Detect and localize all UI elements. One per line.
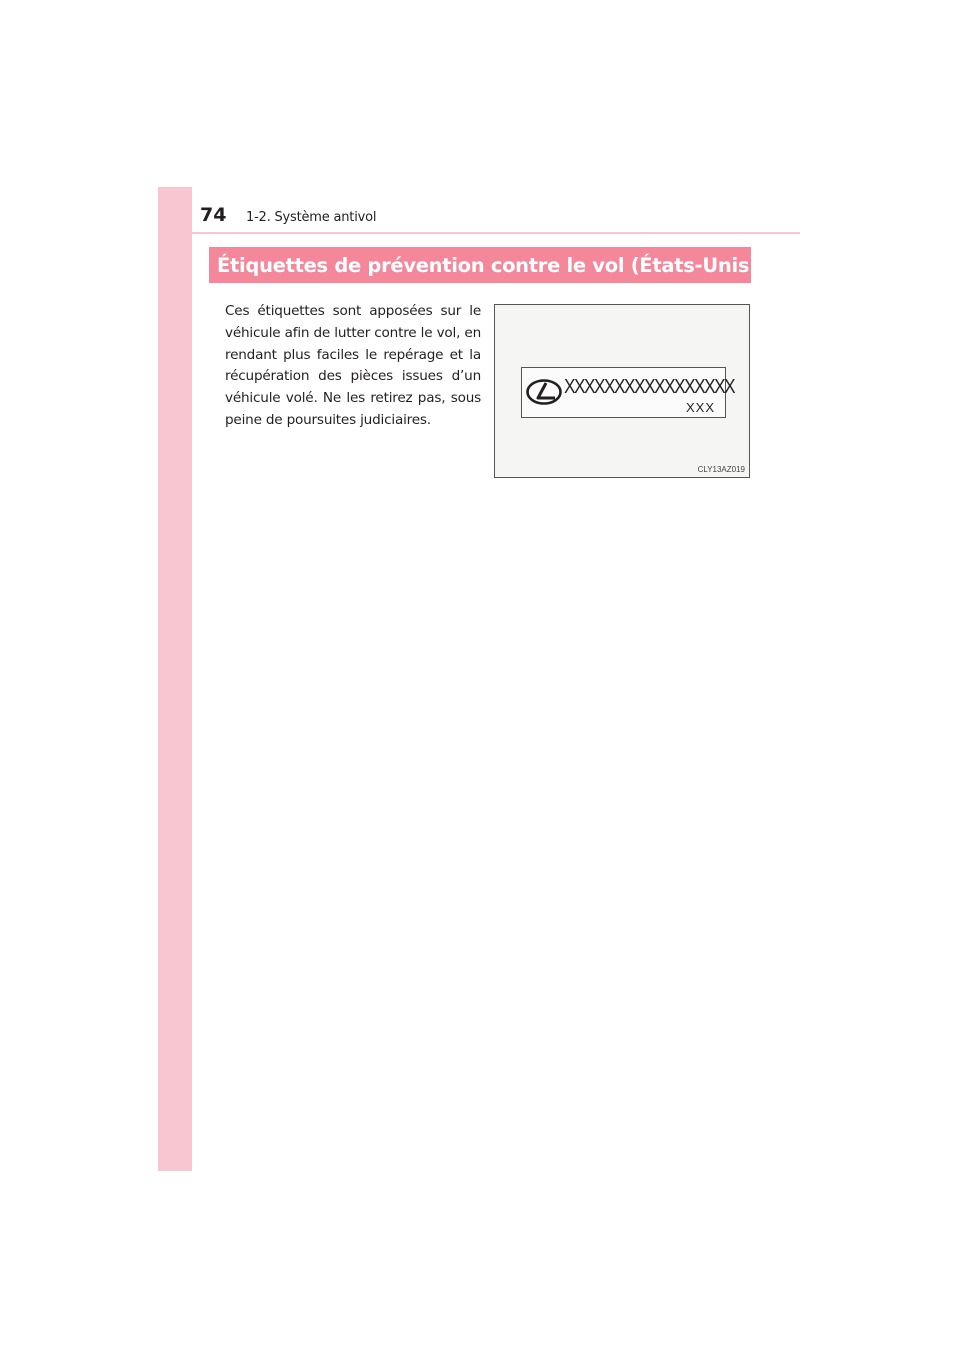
label-code: XXXXXXXXXXXXXXXXX [564,376,735,398]
header-rule [158,232,800,234]
anti-theft-label [521,367,735,418]
section-title: Étiquettes de prévention contre le vol (États-Unis) [217,253,758,277]
lexus-logo-icon [526,379,562,405]
page-number: 74 [200,204,227,226]
side-band [158,187,192,1171]
section-heading-bar [209,247,758,283]
figure-id: CLY13AZ019 [697,465,745,474]
label-sub-code: XXX [685,400,715,415]
body-paragraph: Ces étiquettes sont apposées sur le véhicule afin de lutter contre le vol, en rendant plus faciles le repérage et la récupération des pièces issues d’un véhicule volé. Ne les retirez pas, sous peine de poursuites judiciaires. [225,303,481,428]
label-illustration [494,304,750,478]
chapter-label: 1-2. Système antivol [246,210,377,225]
